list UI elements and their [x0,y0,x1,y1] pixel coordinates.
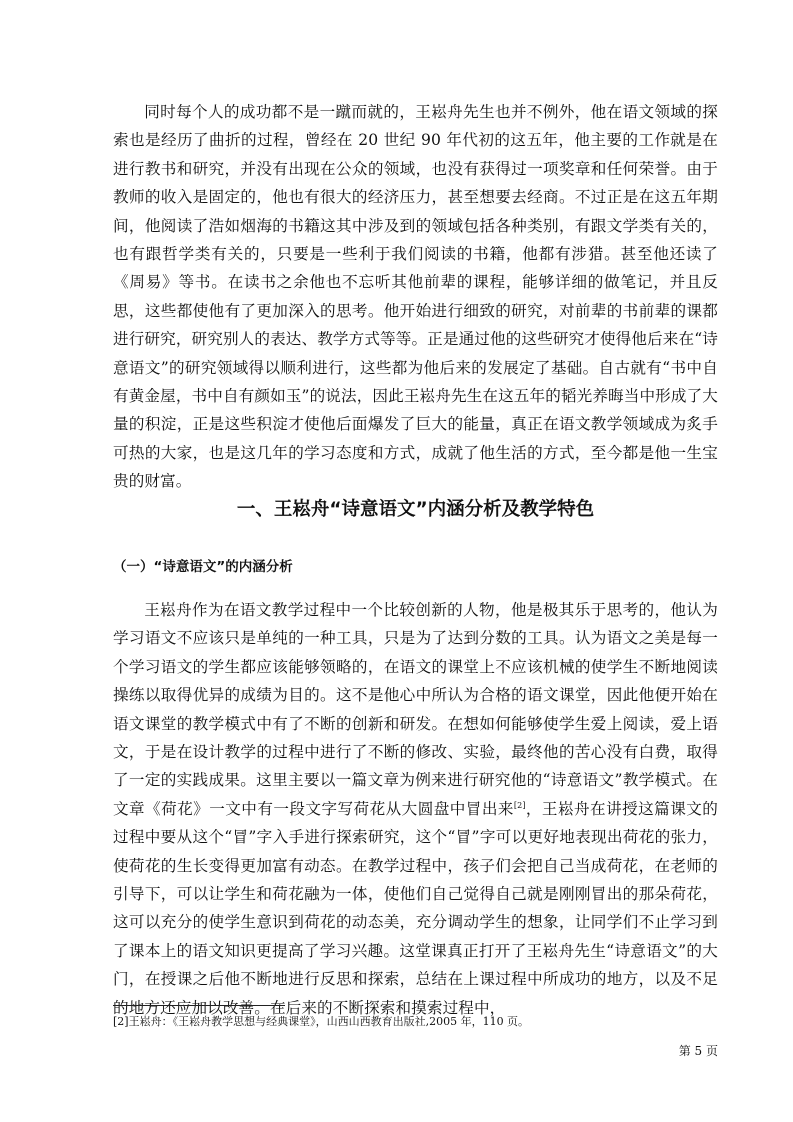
footnote-reference[interactable]: [2] [513,800,526,810]
paragraph-text: ，王崧舟在讲授这篇课文的过程中要从这个“冒”字入手进行探索研究，这个“冒”字可以更好地表现出荷花的张力，使荷花的生长变得更加富有动态。在教学过程中，孩子们会把自己当成荷花，在老师的引导下，可以让学生和荷花融为一体，使他们自己觉得自己就是刚刚冒出的那朵荷花，这可以充分的使学生意识到荷花的动态美，充分调动学生的想象，让同学们不止学习到了课本上的语文知识更提高了学习兴趣。这堂课真正打开了王崧舟先生“诗意语文”的大门，在授课之后他不断地进行反思和探索，总结在上课过程中所成功的地方，以及不足的地方还应加以改善。在后来的不断探索和摸索过程中， [113,799,718,1017]
body-paragraph: 同时每个人的成功都不是一蹴而就的，王崧舟先生也并不例外，他在语文领域的探索也是经历了曲折的过程，曾经在 20 世纪 90 年代初的这五年，他主要的工作就是在进行教书和研究，并没有出现在公众的领域，也没有获得过一项奖章和任何荣誉。由于教师的收入是固定的，他也有很大的经济压力，甚至想要去经商。不过正是在这五年期间，他阅读了浩如烟海的书籍这其中涉及到的领域包括各种类别，有跟文学类有关的，也有跟哲学类有关的，只要是一些利于我们阅读的书籍，他都有涉猎。甚至他还读了《周易》等书。在读书之余他也不忘听其他前辈的课程，能够详细的做笔记，并且反思，这些都使他有了更加深入的思考。他开始进行细致的研究，对前辈的书前辈的课都进行研究，研究别人的表达、教学方式等等。正是通过他的这些研究才使得他后来在“诗意语文”的研究领域得以顺利进行，这些都为他后来的发展定了基础。自古就有“书中自有黄金屋，书中自有颜如玉”的说法，因此王崧舟先生在这五年的韬光养晦当中形成了大量的积淀，正是这些积淀才使他后面爆发了巨大的能量，真正在语文教学领域成为炙手可热的大家，也是这几年的学习态度和方式，成就了他生活的方式，至今都是他一生宝贵的财富。 [113,103,718,491]
page-number: 第 5 页 [678,1044,718,1058]
paragraph-text: 王崧舟作为在语文教学过程中一个比较创新的人物，他是极其乐于思考的，他认为学习语文不应该只是单纯的一种工具，只是为了达到分数的工具。认为语文之美是每一个学习语文的学生都应该能够领略的，在语文的课堂上不应该机械的使学生不断地阅读操练以取得优异的成绩为目的。这不是他心中所认为合格的语文课堂，因此他便开始在语文课堂的教学模式中有了不断的创新和研发。在想如何能够使学生爱上阅读，爱上语文，于是在设计教学的过程中进行了不断的修改、实验，最终他的苦心没有白费，取得了一定的实践成果。这里主要以一篇文章为例来进行研究他的“诗意语文”教学模式。在文章《荷花》一文中有一段文字写荷花从大圆盘中冒出来 [113,601,718,818]
subsection-heading: （一）“诗意语文”的内涵分析 [113,559,293,575]
footnote: [2]王崧舟：《王崧舟教学思想与经典课堂》，山西山西教育出版社,2005 年，110 页。 [113,1015,530,1028]
body-paragraph [113,596,718,1022]
section-heading: 一、王崧舟“诗意语文”内涵分析及教学特色 [236,499,595,520]
footnote-divider [113,1005,285,1006]
